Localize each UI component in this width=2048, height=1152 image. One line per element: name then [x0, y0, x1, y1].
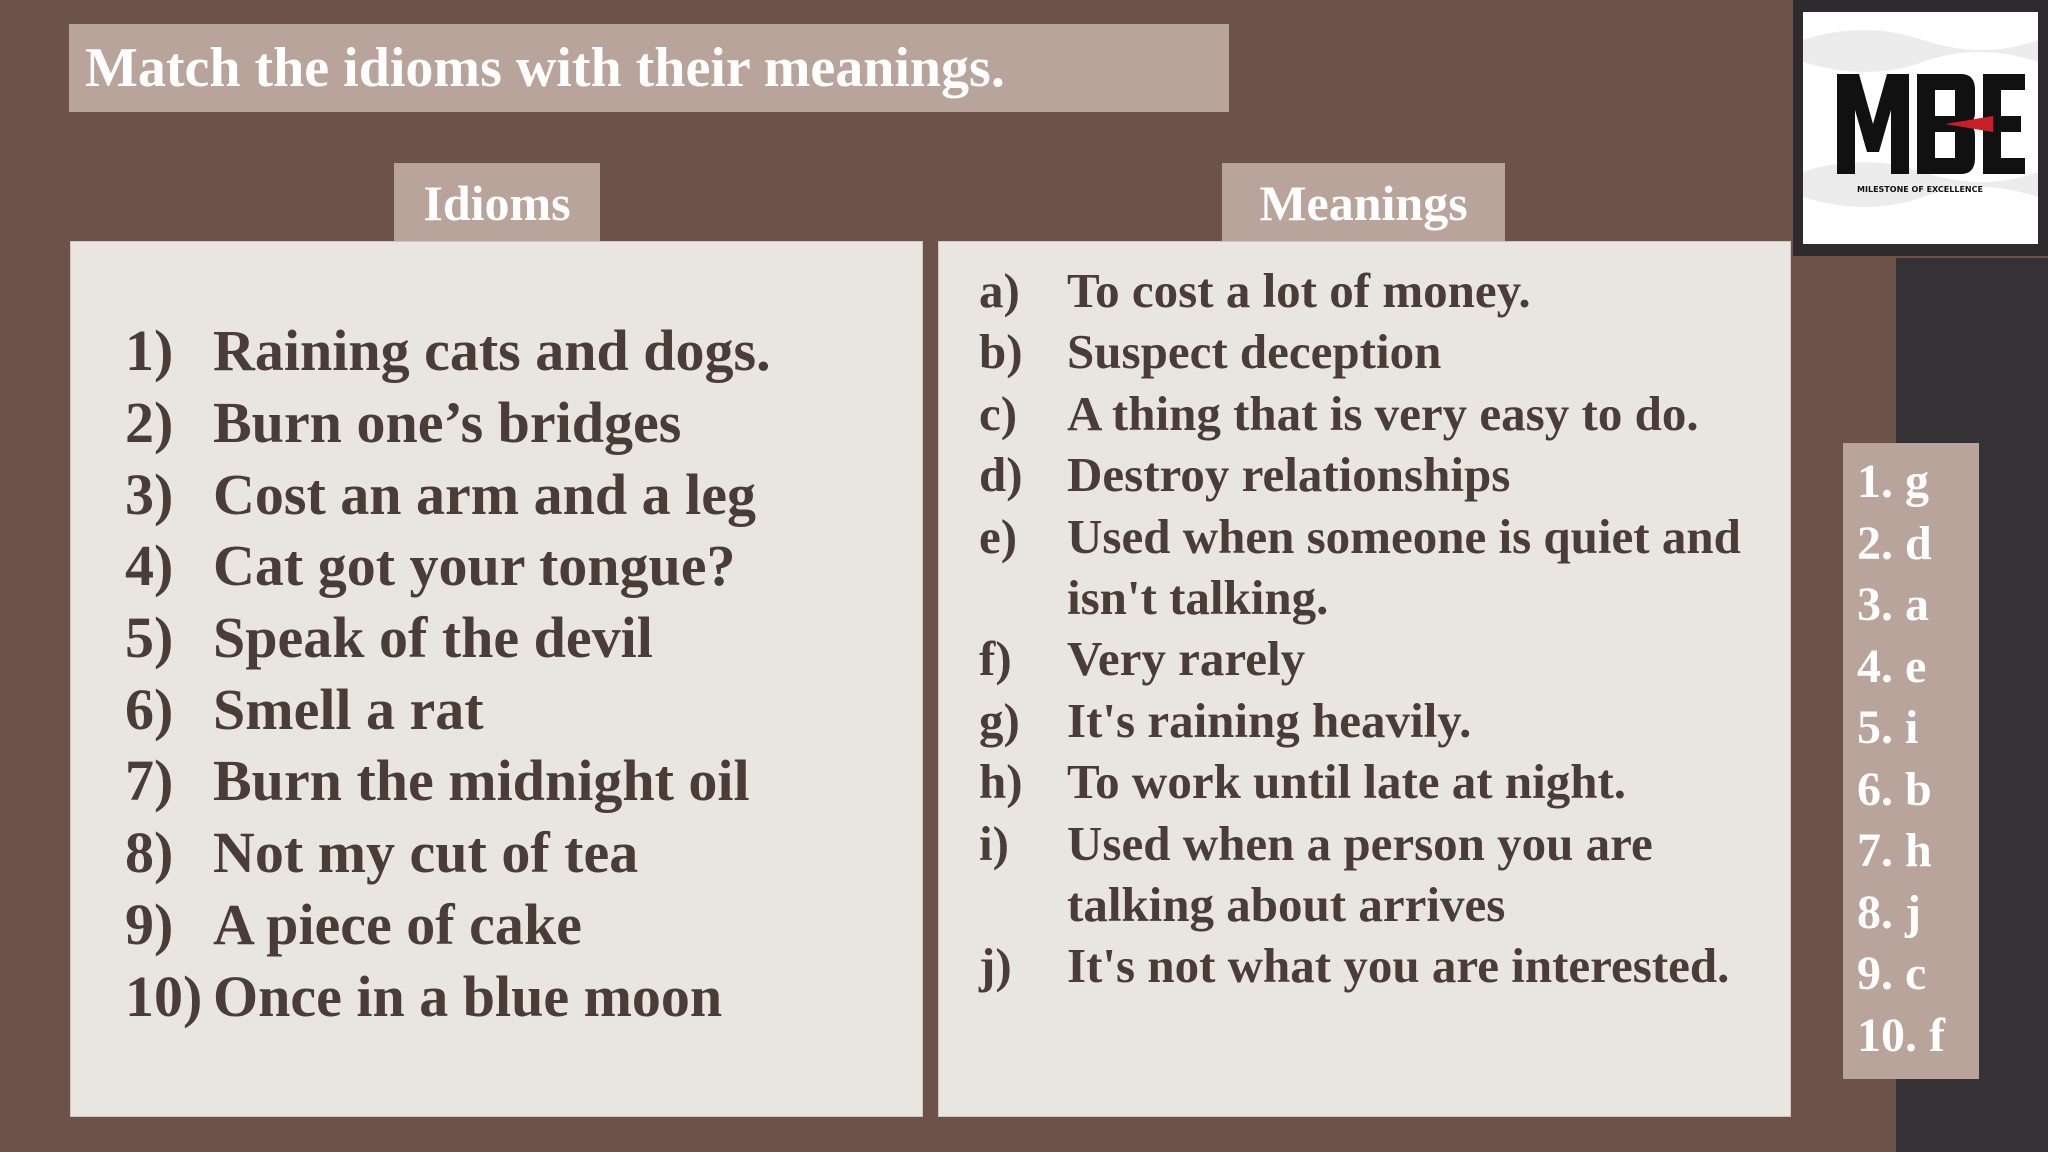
- idioms-header: Idioms: [394, 163, 600, 241]
- meanings-header: Meanings: [1222, 163, 1505, 241]
- meaning-item: [979, 935, 1747, 996]
- idiom-item: [125, 889, 771, 961]
- idiom-item: [125, 960, 771, 1032]
- idiom-item: [125, 315, 771, 387]
- logo-tagline: MILESTONE OF EXCELLENCE: [1857, 185, 1983, 194]
- mbe-logo: [1803, 12, 2038, 244]
- meaning-text: To cost a lot of money.: [1067, 263, 1531, 318]
- meaning-letter: d): [979, 447, 1023, 503]
- idiom-text: Smell a rat: [213, 676, 484, 742]
- meaning-letter: j): [979, 938, 1012, 994]
- meaning-text: Very rarely: [1067, 631, 1306, 687]
- logo-frame: [1793, 0, 2048, 256]
- meaning-letter: c): [979, 385, 1018, 441]
- answer-key: [1843, 443, 1979, 1079]
- idiom-item: [125, 817, 771, 889]
- meaning-letter: h): [979, 754, 1023, 810]
- meaning-text: It's raining heavily.: [1067, 692, 1472, 748]
- meaning-text: A thing that is very easy to do.: [1067, 385, 1699, 441]
- meaning-item: [979, 260, 1747, 321]
- idiom-number: 4): [125, 533, 174, 599]
- meaning-item: [979, 444, 1747, 505]
- idiom-number: 1): [125, 318, 174, 384]
- answer-item: 9. c: [1857, 947, 1927, 1000]
- meaning-letter: g): [979, 692, 1020, 748]
- idiom-text: Cost an arm and a leg: [213, 461, 756, 527]
- idiom-item: [125, 745, 771, 817]
- idiom-text: Once in a blue moon: [213, 963, 723, 1029]
- idioms-list: [125, 315, 771, 1032]
- meaning-item: [979, 506, 1747, 629]
- page-title: Match the idioms with their meanings.: [69, 24, 1229, 112]
- answer-item: 10. f: [1857, 1008, 1945, 1062]
- answer-item: 3. a: [1857, 578, 1929, 631]
- idiom-text: A piece of cake: [213, 891, 582, 957]
- answer-item: 1. g: [1857, 455, 1929, 508]
- meaning-text: Used when someone is quiet and isn't talking.: [1067, 508, 1741, 626]
- answer-item: 5. i: [1857, 701, 1919, 754]
- meaning-letter: e): [979, 508, 1018, 564]
- meaning-text: It's not what you are interested.: [1067, 938, 1730, 994]
- idiom-text: Cat got your tongue?: [213, 533, 736, 599]
- idioms-panel: [70, 241, 923, 1117]
- idiom-number: 6): [125, 676, 174, 742]
- idiom-item: [125, 673, 771, 745]
- answer-item: 6. b: [1857, 762, 1932, 816]
- meaning-text: To work until late at night.: [1067, 754, 1627, 810]
- meaning-item: [979, 813, 1747, 936]
- idiom-item: [125, 387, 771, 459]
- answer-item: 2. d: [1857, 516, 1932, 570]
- meaning-item: [979, 628, 1747, 689]
- idiom-text: Burn the midnight oil: [213, 748, 750, 814]
- answer-list: [1857, 451, 1945, 1066]
- idiom-text: Raining cats and dogs.: [213, 318, 771, 384]
- meaning-letter: b): [979, 324, 1023, 380]
- idiom-number: 5): [125, 605, 174, 671]
- meaning-item: [979, 383, 1747, 444]
- meaning-letter: f): [979, 631, 1012, 687]
- meaning-text: Used when a person you are talking about arrives: [1067, 815, 1653, 933]
- idiom-item: [125, 602, 771, 674]
- idiom-text: Burn one’s bridges: [213, 390, 682, 456]
- idiom-number: 2): [125, 390, 174, 456]
- answer-item: 8. j: [1857, 885, 1921, 939]
- idiom-number: 10): [125, 963, 203, 1029]
- answer-item: 4. e: [1857, 639, 1927, 693]
- meaning-item: [979, 321, 1747, 382]
- meaning-text: Suspect deception: [1067, 324, 1442, 380]
- meanings-panel: [938, 241, 1791, 1117]
- meaning-item: [979, 690, 1747, 751]
- idiom-text: Speak of the devil: [213, 605, 653, 671]
- idiom-item: [125, 458, 771, 530]
- idiom-number: 3): [125, 461, 174, 527]
- meaning-text: Destroy relationships: [1067, 447, 1511, 503]
- idiom-number: 9): [125, 891, 174, 957]
- answer-item: 7. h: [1857, 824, 1932, 877]
- idiom-item: [125, 530, 771, 602]
- meaning-letter: i): [979, 815, 1009, 871]
- meanings-list: [979, 260, 1747, 997]
- meaning-item: [979, 751, 1747, 812]
- idiom-number: 7): [125, 748, 174, 814]
- idiom-number: 8): [125, 820, 174, 886]
- idiom-text: Not my cut of tea: [213, 820, 639, 886]
- meaning-letter: a): [979, 263, 1020, 318]
